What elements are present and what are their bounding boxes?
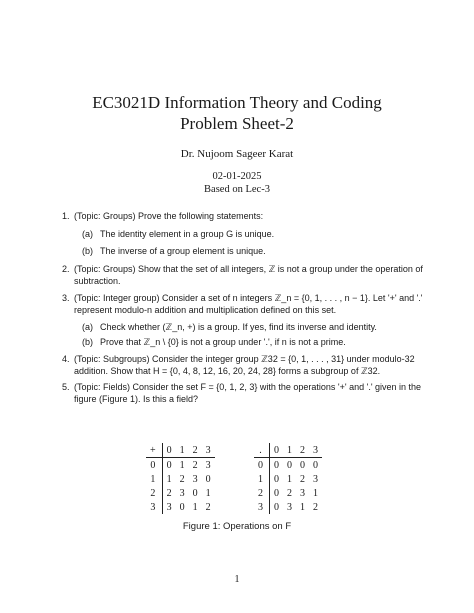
cell: 0 [179, 501, 185, 513]
col-head: 2 [296, 443, 309, 458]
sub-label: (b) [82, 246, 93, 256]
cell: 0 [300, 459, 305, 471]
row-head: 2 [254, 486, 270, 500]
sub-text: Check whether (ℤ_n, +) is a group. If yes, find its inverse and identity. [100, 322, 377, 332]
cell: 3 [313, 473, 318, 485]
date: 02-01-2025 [212, 171, 262, 182]
row-head: 0 [146, 458, 162, 473]
table-row [254, 472, 322, 486]
multiplication-table [254, 443, 322, 514]
problem-text: (Topic: Integer group) Consider a set of n integers ℤ_n = {0, 1, . . . , n − 1}. Let '+' and '.' represent modulo-n addition and multiplication defined on this set. [74, 293, 423, 315]
sub-text: Prove that ℤ_n \ {0} is not a group under '.', if n is not a prime. [100, 337, 346, 347]
cell: 0 [274, 487, 279, 499]
problem-text: (Topic: Groups) Prove the following statements: [74, 211, 264, 221]
cell: 3 [192, 473, 198, 485]
col-head: 3 [309, 443, 322, 458]
table-row [146, 500, 215, 514]
cell: 0 [166, 459, 172, 471]
addition-table [146, 443, 215, 514]
cell: 1 [166, 473, 172, 485]
cell: 2 [300, 473, 305, 485]
table-row [146, 458, 215, 473]
cell: 0 [313, 459, 318, 471]
title-line2: Problem Sheet-2 [180, 114, 294, 133]
sub-label: (b) [82, 337, 93, 347]
operator-symbol: . [254, 443, 270, 458]
table-row [254, 486, 322, 500]
figure-caption: Figure 1: Operations on F [182, 521, 292, 532]
based-on: Based on Lec-3 [204, 184, 270, 195]
cell: 1 [179, 459, 185, 471]
cell: 3 [179, 487, 185, 499]
problem-number: 2. [62, 264, 70, 274]
cell: 1 [287, 473, 292, 485]
cell: 2 [192, 459, 198, 471]
sub-label: (a) [82, 229, 93, 239]
table-row [146, 486, 215, 500]
cell: 0 [192, 487, 198, 499]
col-head: 2 [189, 443, 202, 458]
author: Dr. Nujoom Sageer Karat [180, 148, 294, 160]
row-head: 3 [254, 500, 270, 514]
sub-text: The inverse of a group element is unique. [100, 246, 266, 256]
col-head: 0 [270, 443, 284, 458]
page-number: 1 [234, 574, 240, 585]
cell: 3 [300, 487, 305, 499]
problem-text: (Topic: Subgroups) Consider the integer group ℤ32 = {0, 1, . . . , 31} under modulo-32 addition. Show that H = {0, 4, 8, 12, 16, 20, 24, 28} forms a subgroup of ℤ32. [74, 354, 415, 376]
table-row [146, 472, 215, 486]
cell: 1 [205, 487, 211, 499]
cell: 0 [274, 501, 279, 513]
problem-number: 5. [62, 382, 70, 392]
title-line1: EC3021D Information Theory and Coding [92, 93, 382, 112]
row-head: 1 [254, 472, 270, 486]
cell: 1 [192, 501, 198, 513]
problem-number: 3. [62, 293, 70, 303]
row-head: 1 [146, 472, 162, 486]
cell: 0 [205, 473, 211, 485]
sub-text: The identity element in a group G is unique. [100, 229, 275, 239]
problem-number: 4. [62, 354, 70, 364]
cell: 0 [274, 473, 279, 485]
row-head: 0 [254, 458, 270, 473]
cell: 0 [274, 459, 279, 471]
cell: 2 [166, 487, 172, 499]
problem-text: (Topic: Groups) Show that the set of all integers, ℤ is not a group under the operation of subtraction. [74, 264, 423, 286]
cell: 0 [287, 459, 292, 471]
cell: 2 [287, 487, 292, 499]
table-row [254, 458, 322, 473]
cell: 2 [205, 501, 211, 513]
cell: 1 [300, 501, 305, 513]
col-head: 3 [202, 443, 215, 458]
cell: 3 [205, 459, 211, 471]
col-head: 1 [176, 443, 189, 458]
cell: 1 [313, 487, 318, 499]
sub-label: (a) [82, 322, 93, 332]
row-head: 2 [146, 486, 162, 500]
problem-number: 1. [62, 211, 70, 221]
cell: 2 [179, 473, 185, 485]
row-head: 3 [146, 500, 162, 514]
problem-text: (Topic: Fields) Consider the set F = {0, 1, 2, 3} with the operations '+' and '.' given in the figure (Figure 1). Is this a field? [74, 382, 422, 404]
operator-symbol: + [146, 443, 162, 458]
cell: 3 [166, 501, 172, 513]
table-row [254, 500, 322, 514]
col-head: 0 [162, 443, 176, 458]
cell: 2 [313, 501, 318, 513]
cell: 3 [287, 501, 292, 513]
col-head: 1 [283, 443, 296, 458]
